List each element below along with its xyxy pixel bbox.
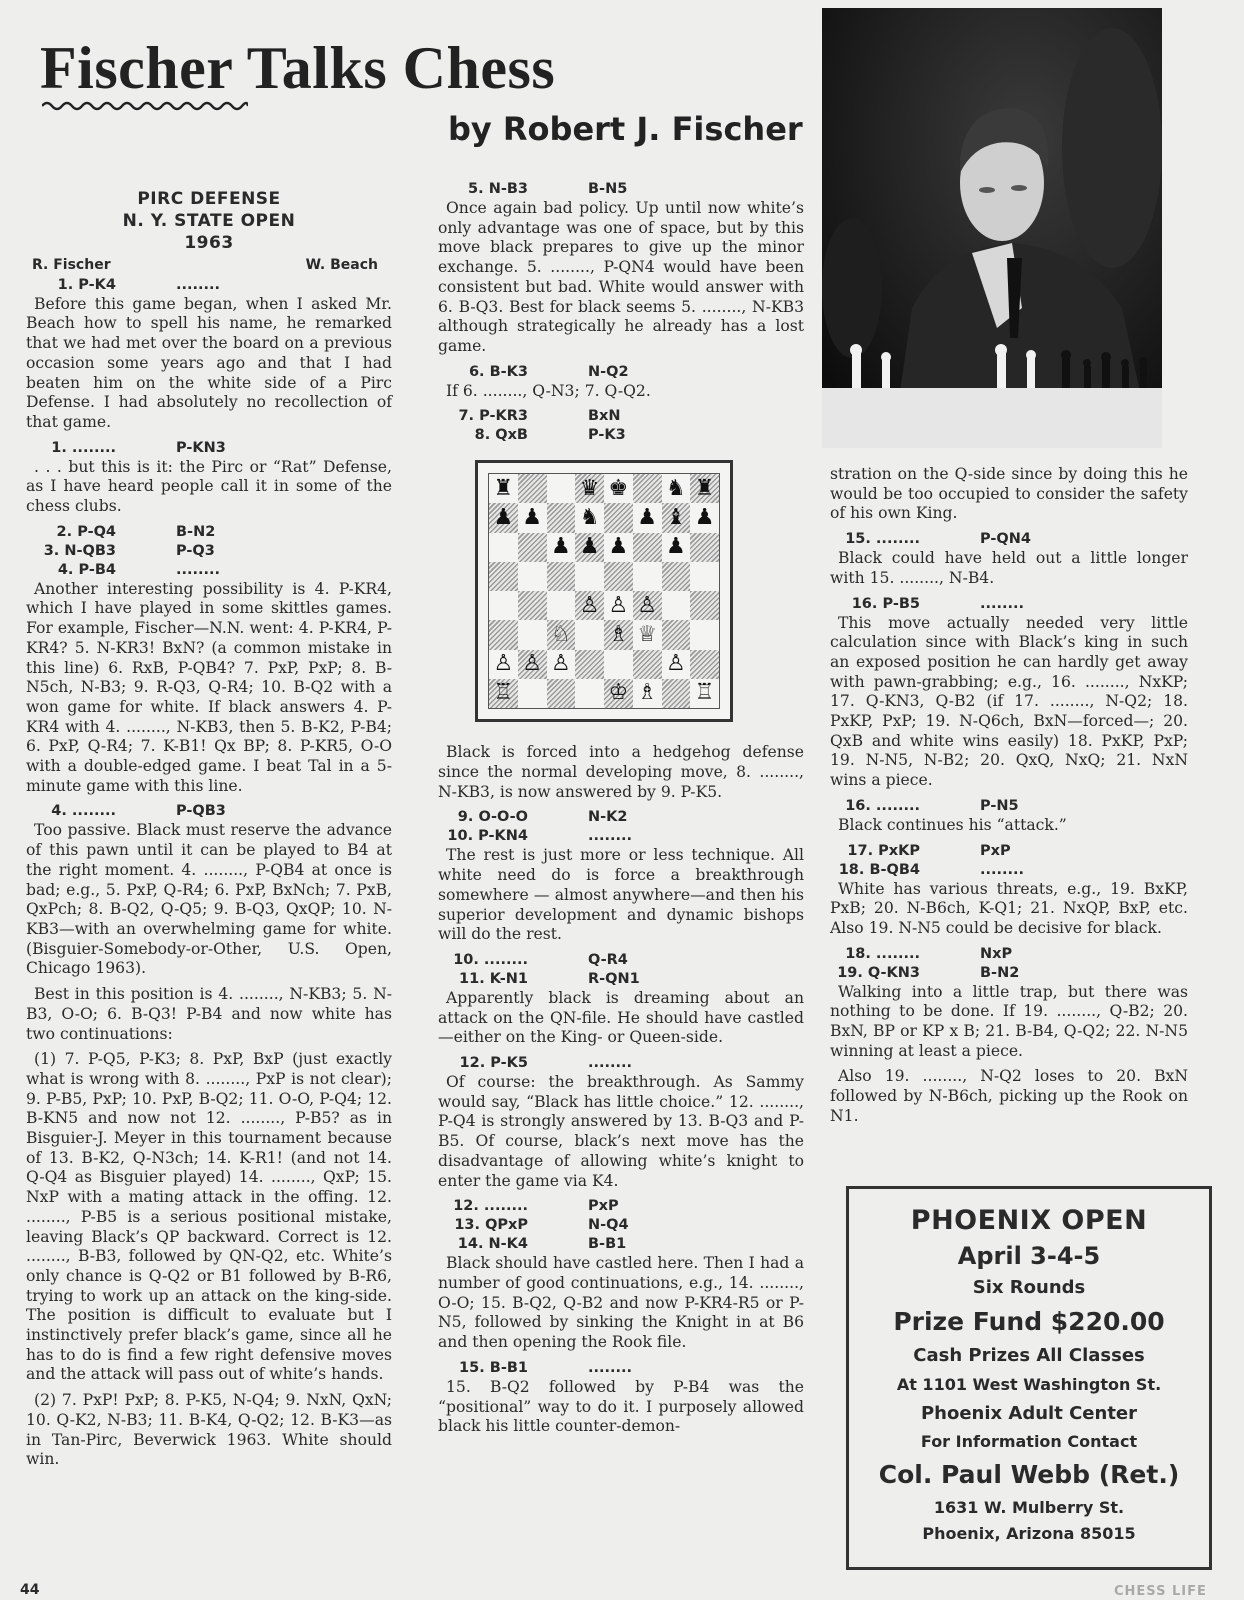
white-pawn-icon: ♙: [662, 650, 691, 679]
board-square: [547, 474, 576, 503]
board-square: [633, 533, 662, 562]
white-queen-icon: ♕: [633, 620, 662, 649]
white-pawn-icon: ♙: [633, 591, 662, 620]
board-square: [662, 591, 691, 620]
white-bishop-icon: ♗: [604, 620, 633, 649]
move-line: 10. P-KN4 ........: [447, 828, 633, 845]
move-line: 1. P-K4 ........: [57, 276, 221, 293]
ad-contact-street: 1631 W. Mulberry St.: [933, 1498, 1125, 1517]
move-line: 11. K-N1 R-QN1: [459, 970, 640, 987]
paragraph: (1) 7. P-Q5, P-K3; 8. PxP, BxP (just exactly what is wrong with 8. ........, PxP is not clear); 9. P-B5, PxP; 10. PxP, B-Q2; 11. O-O, P-Q4; 12. B-KN5 and now not 12. ........, P-B5? as in Bisguier-J. Meyer in this tournament because of 13. B-K2, Q-N3ch; 14. K-R1! (and not 14. Q-Q4 as Bisguier played) 14. ........, QxP; 15. NxP with a mating attack in the offing. 12. ........, P-B5 is a serious positional mistake, leaving Black’s QP backward. Correct is 12. ........, B-B3, followed by QN-Q2, etc. White’s only chance is Q-Q2 or B1 followed by B-R6, trying to work up an attack on the king-side. The position is difficult to evaluate but I instinctively prefer black’s game, since all he has to do is find a few right defensive moves and the attack will pass out of white’s hands.: [26, 1050, 392, 1384]
board-square: [690, 620, 719, 649]
move-line: 4. P-B4 ........: [57, 561, 221, 578]
black-pawn-icon: ♟: [518, 503, 547, 532]
move-line: 4. ........ P-QB3: [51, 803, 226, 820]
white-player: R. Fischer: [32, 257, 111, 273]
move-line: 15. ........ P-QN4: [845, 531, 1031, 548]
paragraph: stration on the Q-side since by doing this he would be too occupied to consider the safety of his own King.: [830, 465, 1188, 523]
move-line: 18. ........ NxP: [845, 945, 1013, 962]
ad-prize-fund: Prize Fund $220.00: [893, 1307, 1165, 1336]
paragraph: The rest is just more or less technique. All white need do is force a breakthrough somewhere — almost anywhere—and then his superior development and dynamic bishops will do the rest.: [438, 846, 804, 944]
board-square: [518, 474, 547, 503]
black-pawn-icon: ♟: [489, 503, 518, 532]
move-line: 7. P-KR3 BxN: [458, 408, 621, 425]
byline: by Robert J. Fischer: [448, 110, 803, 148]
event-name: N. Y. STATE OPEN: [122, 211, 296, 231]
black-queen-icon: ♛: [575, 474, 604, 503]
black-pawn-icon: ♟: [604, 533, 633, 562]
board-square: [489, 562, 518, 591]
black-rook-icon: ♜: [690, 474, 719, 503]
move-line: 16. ........ P-N5: [845, 797, 1019, 814]
paragraph: . . . but this is it: the Pirc or “Rat” Defense, as I have heard people call it in some of the chess clubs.: [26, 457, 392, 516]
paragraph: Black is forced into a hedgehog defense since the normal developing move, 8. ........, N-KB3, is now answered by 9. P-K5.: [438, 743, 804, 801]
white-knight-icon: ♘: [547, 620, 576, 649]
black-player: W. Beach: [305, 257, 378, 273]
board-square: [690, 562, 719, 591]
white-bishop-icon: ♗: [633, 679, 662, 708]
paragraph: Another interesting possibility is 4. P-KR4, which I have played in some skittles games. For example, Fischer—N.N. went: 4. P-KR4, P-KR4? 5. N-KR3! BxN? (a common mistake in this line) 6. RxB, P-QB4? 7. PxP, PxP; 8. B-N5ch, N-B3; 9. R-Q3, Q-R4; 10. B-Q2 with a won game for white. If black answers 4. P-KR4 with 4. ........, N-KB3, then 5. B-K2, P-B4; 6. PxP, Q-R4; 7. K-B1! Qx BP; 8. P-KR5, O-O with a double-edged game. I beat Tal in a 5-minute game with this line.: [26, 579, 392, 795]
paragraph: Walking into a little trap, but there was nothing to be done. If 19. ........, Q-B2; 20. BxN, BP or KP x B; 21. B-B4, Q-Q2; 22. N-N5 winning at least a piece.: [830, 982, 1188, 1060]
board-square: [662, 679, 691, 708]
move-line: 14. N-K4 B-B1: [457, 1236, 627, 1253]
paragraph: This move actually needed very little calculation since with Black’s king in such an exposed position he can hardly get away with pawn-grabbing; e.g., 16. ........, NxKP; 17. Q-KN3, Q-B2 (if 17. ........, N-Q2; 18. PxKP, PxP; 19. N-Q6ch, BxN—forced—; 20. QxB and white wins easily) 18. PxKP, PxP; 19. N-N5, N-B2; 20. QxQ, NxQ; 21. NxN wins a piece.: [830, 613, 1188, 790]
board-square: [518, 620, 547, 649]
phoenix-open-ad: [846, 1186, 1212, 1570]
black-king-icon: ♚: [604, 474, 633, 503]
board-square: [518, 679, 547, 708]
board-square: [604, 503, 633, 532]
paragraph: Also 19. ........, N-Q2 loses to 20. BxN followed by N-B6ch, picking up the Rook on N1.: [830, 1067, 1188, 1125]
paragraph: If 6. ........, Q-N3; 7. Q-Q2.: [446, 381, 651, 400]
column-middle: [438, 180, 804, 1443]
board-square: [690, 533, 719, 562]
ad-rounds: Six Rounds: [972, 1277, 1086, 1298]
move-line: 13. QPxP N-Q4: [454, 1217, 629, 1234]
white-rook-icon: ♖: [489, 679, 518, 708]
ad-contact-city: Phoenix, Arizona 85015: [922, 1524, 1136, 1543]
move-line: 9. O-O-O N-K2: [457, 809, 628, 826]
white-pawn-icon: ♙: [575, 591, 604, 620]
black-bishop-icon: ♝: [662, 503, 691, 532]
white-pawn-icon: ♙: [604, 591, 633, 620]
move-line: 1. ........ P-KN3: [51, 439, 226, 456]
move-line: 19. Q-KN3 B-N2: [837, 964, 1020, 981]
move-line: 3. N-QB3 P-Q3: [43, 542, 215, 559]
board-square: [518, 533, 547, 562]
move-line: 10. ........ Q-R4: [453, 951, 628, 968]
black-knight-icon: ♞: [575, 503, 604, 532]
board-square: [547, 503, 576, 532]
paragraph: 15. B-Q2 followed by P-B4 was the “positional” way to do it. I purposely allowed black his little counter-demon-: [438, 1377, 804, 1436]
board-square: [575, 620, 604, 649]
move-line: 6. B-K3 N-Q2: [468, 363, 629, 380]
paragraph: Once again bad policy. Up until now white’s only advantage was one of space, but by this move black prepares to give up the minor exchange. 5. ........, P-QN4 would have been consistent but bad. White would answer with 6. B-Q3. Best for black seems 5. ........, N-KB3 although strategically he already has a lost game.: [438, 199, 804, 355]
board-square: [662, 562, 691, 591]
move-line: 12. ........ PxP: [453, 1198, 619, 1215]
move-line: 8. QxB P-K3: [474, 427, 626, 444]
event-year: 1963: [184, 233, 234, 253]
black-pawn-icon: ♟: [690, 503, 719, 532]
black-knight-icon: ♞: [662, 474, 691, 503]
move-line: 2. P-Q4 B-N2: [56, 523, 216, 540]
chess-board: [488, 473, 720, 709]
paragraph: Apparently black is dreaming about an attack on the QN-file. He should have castled—either on the King- or Queen-side.: [438, 988, 804, 1047]
black-pawn-icon: ♟: [633, 503, 662, 532]
fischer-photo: [822, 8, 1162, 448]
paragraph: Best in this position is 4. ........, N-KB3; 5. N-B3, O-O; 6. B-Q3! P-B4 and now white has two continuations:: [26, 985, 392, 1043]
article-title: Fischer Talks Chess: [40, 35, 556, 101]
white-rook-icon: ♖: [690, 679, 719, 708]
move-line: 16. P-B5 ........: [851, 595, 1025, 612]
move-line: 12. P-K5 ........: [459, 1055, 633, 1072]
paragraph: Of course: the breakthrough. As Sammy would say, “Black has little choice.” 12. ........, P-Q4 is strongly answered by 13. B-Q3 and P-B5. Of course, black’s next move has the disadvantage of allowing white’s knight to enter the game via K4.: [438, 1073, 804, 1190]
title-underline: [42, 100, 248, 112]
ad-cash-prizes: Cash Prizes All Classes: [913, 1345, 1145, 1366]
paragraph: Black continues his “attack.”: [838, 815, 1067, 834]
board-square: [489, 533, 518, 562]
magazine-name: CHESS LIFE: [1114, 1584, 1207, 1599]
ad-venue: Phoenix Adult Center: [920, 1403, 1138, 1424]
ad-dates: April 3-4-5: [957, 1242, 1101, 1270]
paragraph: Before this game began, when I asked Mr. Beach how to spell his name, he remarked that we had met over the board on a previous occasion some years ago and that I had beaten him on the white side of a Pirc Defense. I had absolutely no recollection of that game.: [26, 294, 392, 431]
board-square: [633, 474, 662, 503]
board-square: [489, 591, 518, 620]
board-square: [575, 679, 604, 708]
white-king-icon: ♔: [604, 679, 633, 708]
page-number: 44: [20, 1582, 40, 1598]
ad-info-label: For Information Contact: [920, 1432, 1138, 1451]
board-square: [604, 650, 633, 679]
move-line: 17. PxKP PxP: [847, 842, 1011, 859]
black-pawn-icon: ♟: [547, 533, 576, 562]
paragraph: (2) 7. PxP! PxP; 8. P-K5, N-Q4; 9. NxN, QxN; 10. Q-K2, N-B3; 11. B-K4, Q-Q2; 12. B-K3—as in Tan-Pirc, Beverwick 1963. White should win.: [26, 1391, 392, 1469]
move-line: 18. B-QB4 ........: [838, 861, 1025, 878]
paragraph: Black could have held out a little longer with 15. ........, N-B4.: [830, 549, 1188, 587]
paragraph: Too passive. Black must reserve the advance of this pawn until it can be played to B4 at the right moment. 4. ........, P-QB4 at once is bad; e.g., 5. PxP, Q-R4; 6. PxP, BxNch; 7. PxB, QxPch; 8. B-Q2, Q-Q5; 9. B-Q3, QxQP; 10. N-KB3—with an overwhelming game for white. (Bisguier-Somebody-or-Other, U.S. Open, Chicago 1963).: [26, 821, 392, 978]
white-pawn-icon: ♙: [489, 650, 518, 679]
paragraph: Black should have castled here. Then I had a number of good continuations, e.g., 14. ........, O-O; 15. B-Q2, Q-B2 and now P-KR4-R5 or P-N5, followed by sinking the Knight in at B6 and then opening the Rook file.: [438, 1254, 804, 1352]
ad-address: At 1101 West Washington St.: [896, 1375, 1162, 1394]
board-square: [604, 562, 633, 591]
black-pawn-icon: ♟: [662, 533, 691, 562]
board-square: [518, 591, 547, 620]
board-square: [518, 562, 547, 591]
white-pawn-icon: ♙: [547, 650, 576, 679]
black-pawn-icon: ♟: [575, 533, 604, 562]
white-pawn-icon: ♙: [518, 650, 547, 679]
move-line: 5. N-B3 B-N5: [468, 181, 628, 197]
board-square: [547, 679, 576, 708]
chess-diagram: [475, 460, 733, 722]
black-rook-icon: ♜: [489, 474, 518, 503]
board-square: [633, 562, 662, 591]
players-line: [26, 254, 392, 276]
paragraph: White has various threats, e.g., 19. BxKP, PxB; 20. N-B6ch, K-Q1; 21. NxQP, BxP, etc. Also 19. N-N5 could be decisive for black.: [830, 879, 1188, 937]
ad-contact-name: Col. Paul Webb (Ret.): [878, 1460, 1180, 1489]
ad-title: PHOENIX OPEN: [910, 1205, 1148, 1236]
column-right: [830, 465, 1188, 1133]
board-square: [547, 591, 576, 620]
board-square: [662, 620, 691, 649]
board-square: [575, 650, 604, 679]
column-left: [26, 188, 392, 1476]
board-square: [690, 650, 719, 679]
board-square: [690, 591, 719, 620]
board-square: [575, 562, 604, 591]
board-square: [633, 650, 662, 679]
board-square: [489, 620, 518, 649]
move-line: 15. B-B1 ........: [459, 1359, 633, 1376]
opening-name: PIRC DEFENSE: [137, 189, 281, 209]
board-square: [547, 562, 576, 591]
